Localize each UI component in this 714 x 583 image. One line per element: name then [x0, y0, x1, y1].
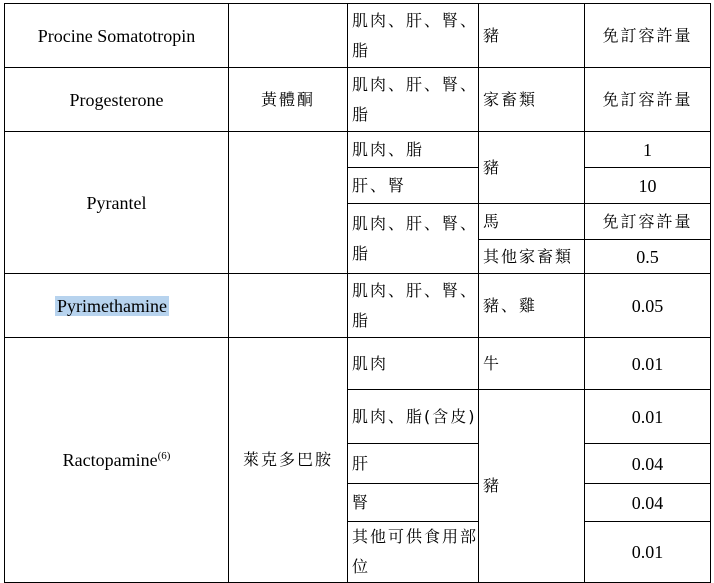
species-cell: 豬: [479, 390, 585, 583]
residue-limit-table: [4, 3, 711, 583]
limit-cell: 免訂容許量: [585, 4, 711, 68]
tissue-cell: 肌肉、肝、腎、脂: [348, 68, 479, 132]
limit-cell: 0.01: [585, 338, 711, 390]
tissue-cell: 肌肉: [348, 338, 479, 390]
tissue-cell: 其他可供食用部位: [348, 522, 479, 583]
limit-cell: 0.01: [585, 390, 711, 444]
tissue-cell: 肌肉、肝、腎、脂: [348, 204, 479, 274]
limit-cell: 0.04: [585, 444, 711, 484]
tissue-cell: 肝、腎: [348, 168, 479, 204]
chinese-name-cell: [229, 132, 348, 274]
highlighted-drug-name[interactable]: Pyrimethamine: [57, 295, 167, 316]
table-row: [5, 274, 711, 338]
limit-cell: 0.05: [585, 274, 711, 338]
limit-cell: 1: [585, 132, 711, 168]
tissue-cell: 肌肉、肝、腎、脂: [348, 4, 479, 68]
tissue-cell: 肌肉、脂(含皮): [348, 390, 479, 444]
chinese-name-cell: 萊克多巴胺: [229, 338, 348, 583]
limit-cell: 0.01: [585, 522, 711, 583]
chinese-name-cell: [229, 274, 348, 338]
drug-name-cell: Progesterone: [5, 68, 229, 132]
limit-cell: 0.5: [585, 240, 711, 274]
chinese-name-cell: [229, 4, 348, 68]
drug-name-cell: Pyrantel: [5, 132, 229, 274]
limit-cell: 免訂容許量: [585, 68, 711, 132]
limit-cell: 10: [585, 168, 711, 204]
table-row: [5, 4, 711, 68]
species-cell: 其他家畜類: [479, 240, 585, 274]
species-cell: 豬: [479, 4, 585, 68]
tissue-cell: 腎: [348, 484, 479, 522]
tissue-cell: 肝: [348, 444, 479, 484]
species-cell: 家畜類: [479, 68, 585, 132]
species-cell: 豬、雞: [479, 274, 585, 338]
drug-name-cell: [5, 274, 229, 338]
drug-name-cell: [5, 338, 229, 583]
species-cell: 馬: [479, 204, 585, 240]
limit-cell: 0.04: [585, 484, 711, 522]
drug-name: Ractopamine: [62, 450, 158, 470]
drug-name-cell: Procine Somatotropin: [5, 4, 229, 68]
chinese-name-cell: 黃體酮: [229, 68, 348, 132]
table-row: [5, 338, 711, 390]
tissue-cell: 肌肉、脂: [348, 132, 479, 168]
species-cell: 牛: [479, 338, 585, 390]
limit-cell: 免訂容許量: [585, 204, 711, 240]
tissue-cell: 肌肉、肝、腎、脂: [348, 274, 479, 338]
table-row: [5, 68, 711, 132]
footnote-marker: (6): [157, 450, 171, 462]
species-cell: 豬: [479, 132, 585, 204]
table-row: [5, 132, 711, 168]
